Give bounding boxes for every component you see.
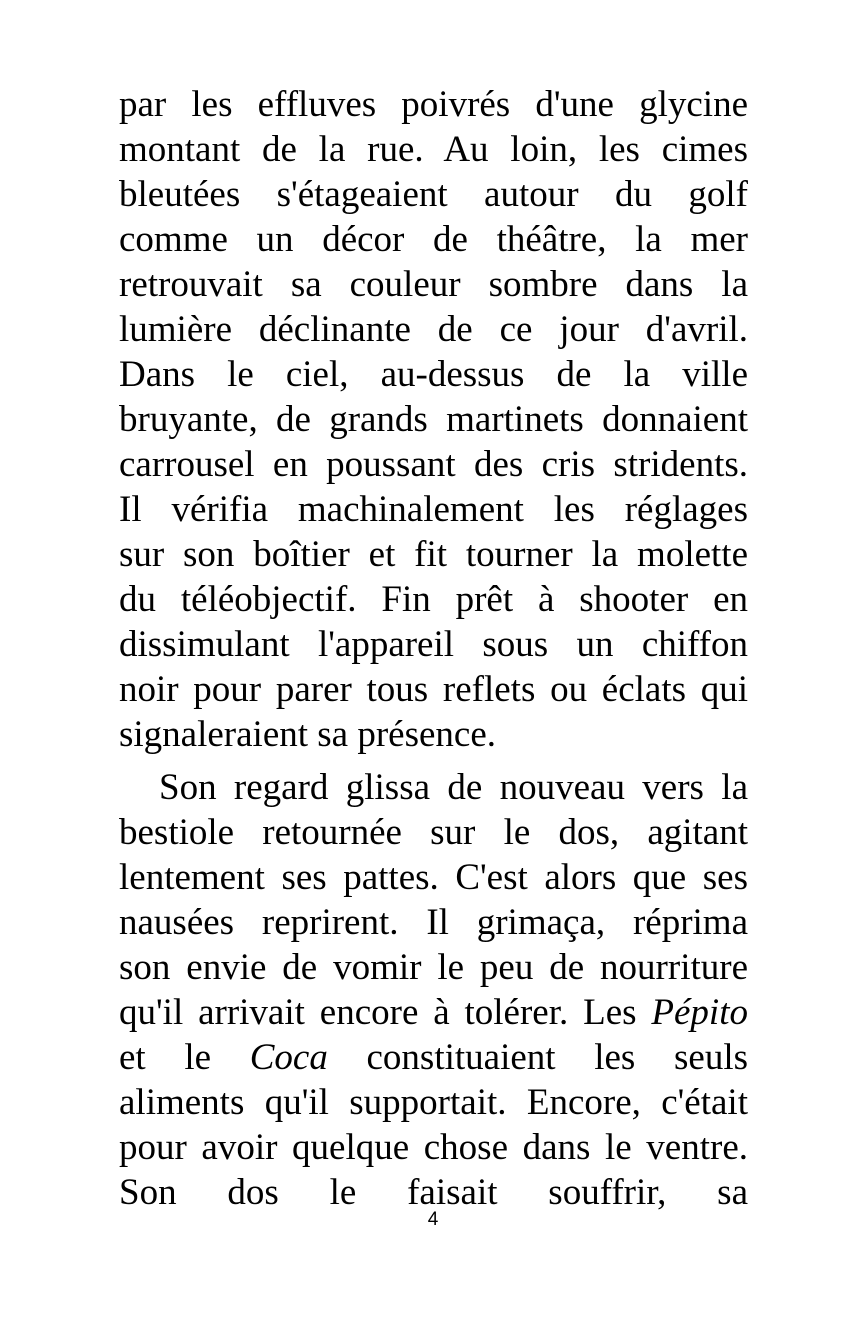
paragraph-2 [119,765,748,1215]
text-line: aliments qu'il supportait. Encore, c'était [119,1082,748,1123]
text-line: bleutées s'étageaient autour du golf [119,174,748,215]
text-line: sur son boîtier et fit tourner la molette [119,534,748,575]
text-line: Son regard glissa de nouveau vers la [159,767,748,808]
text-line: Dans le ciel, au-dessus de la ville [119,354,748,395]
paragraph-1 [119,82,748,757]
italic-text: Coca [249,1037,328,1078]
text-line: retrouvait sa couleur sombre dans la [119,264,748,305]
text-line: pour avoir quelque chose dans le ventre. [119,1127,748,1168]
text-line: son envie de vomir le peu de nourriture [119,947,748,988]
text-line: Son dos le faisait souffrir, sa [119,1172,748,1213]
text-line: lumière déclinante de ce jour d'avril. [119,309,748,350]
text-line: du téléobjectif. Fin prêt à shooter en [119,579,748,620]
text-line: lentement ses pattes. C'est alors que ses [119,857,748,898]
text-line: comme un décor de théâtre, la mer [119,219,748,260]
text-line: bestiole retournée sur le dos, agitant [119,812,748,853]
text-line: bruyante, de grands martinets donnaient [119,399,748,440]
text-line: par les effluves poivrés d'une glycine [119,84,748,125]
text-line [119,990,748,1035]
text-line: signaleraient sa présence. [119,714,497,755]
text-line: carrousel en poussant des cris stridents. [119,444,748,485]
text-run: constituaient les seuls [327,1037,748,1078]
italic-text: Pépito [651,992,748,1033]
text-line: noir pour parer tous reflets ou éclats qui [119,669,748,710]
text-line: nausées reprirent. Il grimaça, réprima [119,902,748,943]
text-line [119,1035,748,1080]
text-line: dissimulant l'appareil sous un chiffon [119,624,748,665]
text-run: qu'il arrivait encore à tolérer. Les [119,992,652,1033]
text-line: Il vérifia machinalement les réglages [119,489,748,530]
page-number: 4 [427,1209,439,1230]
text-line: montant de la rue. Au loin, les cimes [119,129,748,170]
body-text [119,82,748,1215]
text-run: et le [119,1037,250,1078]
